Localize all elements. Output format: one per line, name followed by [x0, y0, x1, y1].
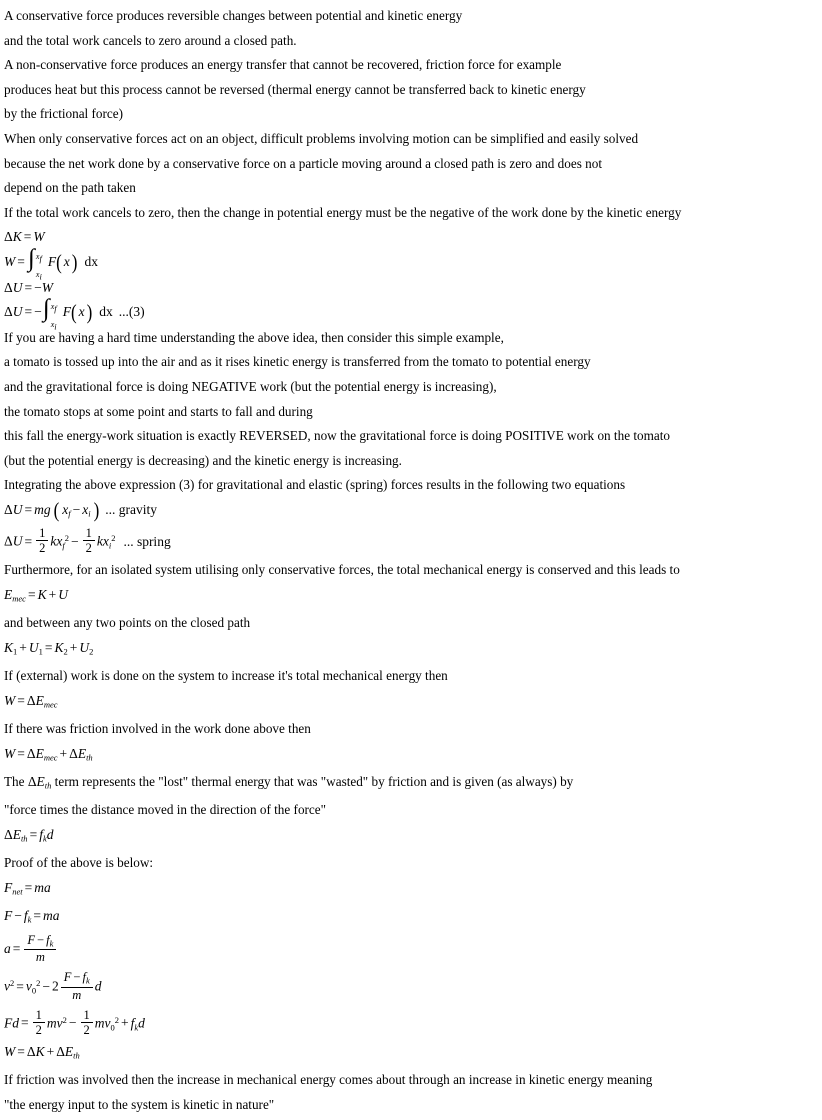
delta-symbol: Δ — [26, 745, 36, 761]
paragraph-line: this fall the energy-work situation is exactly REVERSED, now the gravitational force is doing POSITIVE work on the tomato — [4, 428, 670, 444]
f-friction-symbol: f — [23, 907, 28, 923]
left-paren: ( — [53, 498, 60, 523]
e-symbol: E — [4, 586, 13, 602]
equals-symbol: = — [12, 941, 21, 957]
equation-work-energy-expansion — [4, 1008, 822, 1040]
a-symbol: a — [4, 941, 11, 957]
equals-symbol: = — [16, 978, 24, 994]
a-symbol: a — [52, 907, 60, 923]
e-symbol: E — [77, 745, 87, 761]
paragraph-line: and the gravitational force is doing NEGATIVE work (but the potential energy is increasing), — [4, 378, 497, 394]
u-symbol: U — [28, 639, 39, 655]
f-symbol: F — [4, 879, 13, 895]
subscript-i: i — [108, 540, 112, 551]
plus-symbol: + — [69, 639, 78, 655]
d-symbol: d — [12, 1015, 19, 1031]
e-symbol: E — [12, 826, 21, 842]
coefficient-2: 2 — [52, 978, 59, 994]
e-symbol: E — [35, 692, 44, 708]
minus-symbol: − — [68, 1015, 77, 1031]
equals-symbol: = — [27, 586, 36, 602]
f-friction-symbol: f — [39, 826, 43, 842]
delta-symbol: Δ — [4, 229, 13, 245]
w-symbol: W — [4, 745, 16, 761]
equation-tag: ...(3) — [118, 304, 145, 320]
plus-symbol: + — [59, 745, 68, 761]
equation-delta-u-equals-minus-w — [4, 276, 822, 301]
e-symbol: E — [64, 1043, 74, 1059]
plus-symbol: + — [46, 1043, 55, 1059]
paragraph-line: a tomato is tossed up into the air and as it rises kinetic energy is transferred from the tomato to potential energy — [4, 354, 591, 370]
k-symbol: K — [54, 639, 64, 655]
paragraph-line: If friction was involved then the increase in mechanical energy comes about through an increase in kinetic energy meaning — [4, 1071, 653, 1087]
m-symbol: m — [43, 907, 53, 923]
minus-symbol: − — [70, 533, 79, 549]
equals-symbol: = — [17, 745, 25, 761]
equation-gravitational-potential — [4, 498, 822, 526]
u-symbol: U — [12, 304, 23, 320]
fraction-one-half: $\frac{1}{2}$ — [33, 1008, 45, 1037]
delta-symbol: Δ — [26, 692, 36, 708]
u-symbol: U — [12, 501, 23, 517]
equation-kinematic-velocity — [4, 966, 822, 1007]
m-symbol: m — [34, 501, 44, 517]
spring-note: ... spring — [123, 533, 171, 549]
w-symbol: W — [41, 279, 53, 295]
x-symbol: x — [102, 533, 109, 549]
m-symbol: m — [46, 1015, 57, 1031]
paragraph-line: If there was friction involved in the work done above then — [4, 720, 311, 736]
equation-work-integral — [4, 244, 822, 282]
equals-symbol: = — [21, 1015, 29, 1031]
integral-with-limits — [42, 295, 58, 332]
subscript-2: 2 — [63, 646, 68, 657]
d-symbol: d — [138, 1015, 145, 1031]
superscript-2: 2 — [10, 978, 15, 989]
k-symbol: K — [35, 1043, 45, 1059]
u-symbol: U — [12, 279, 23, 295]
minus-symbol: − — [42, 978, 50, 994]
w-symbol: W — [4, 692, 16, 708]
equals-symbol: = — [24, 879, 33, 895]
u-symbol: U — [58, 586, 68, 602]
dx-differential: dx — [84, 253, 98, 269]
paragraph-line: When only conservative forces act on an object, difficult problems involving motion can be simplified and easily solved — [4, 130, 639, 146]
superscript-2: 2 — [114, 1014, 119, 1025]
paragraph-line: "force times the distance moved in the direction of the force" — [4, 802, 327, 818]
subscript-k: k — [134, 1022, 139, 1033]
paragraph-line: Integrating the above expression (3) for gravitational and elastic (spring) forces results in the following two equations — [4, 477, 626, 493]
subscript-net: net — [12, 886, 23, 897]
dx-differential: dx — [99, 304, 113, 320]
subscript-th: th — [20, 833, 28, 844]
paragraph-line: the tomato stops at some point and starts to fall and during — [4, 403, 313, 419]
equals-symbol: = — [29, 826, 38, 842]
subscript-k: k — [27, 914, 32, 925]
right-paren: ) — [86, 300, 93, 325]
fraction-force-over-mass: $\frac{F - f_k}{m}$ — [61, 970, 93, 1001]
k-symbol: k — [96, 533, 103, 549]
left-paren: ( — [56, 250, 62, 275]
left-paren: ( — [70, 300, 77, 325]
equals-symbol: = — [17, 692, 25, 708]
equation-energy-conservation-two-points — [4, 636, 822, 664]
equation-thermal-energy — [4, 823, 822, 851]
delta-symbol: Δ — [69, 745, 78, 761]
k-symbol: K — [12, 229, 22, 245]
integral-upper-limit: xf — [50, 302, 57, 314]
delta-symbol: Δ — [4, 279, 13, 295]
paragraph-line: Proof of the above is below: — [4, 855, 154, 871]
superscript-2: 2 — [64, 533, 69, 544]
x-symbol: x — [63, 253, 70, 269]
minus-symbol: − — [72, 501, 81, 517]
plus-symbol: + — [48, 586, 57, 602]
paragraph-line-with-inline-math — [4, 770, 822, 798]
right-paren: ) — [93, 498, 100, 523]
text-fragment: The — [4, 773, 28, 789]
k-symbol: K — [4, 639, 14, 655]
v-symbol: v — [25, 978, 32, 994]
d-symbol: d — [46, 826, 54, 842]
inline-delta-e-th: $\Delta E_{th}$ — [27, 773, 52, 791]
text-fragment: term represents the "lost" thermal energy that was "wasted" by friction and is given (as always) by — [51, 773, 574, 789]
paragraph-line: depend on the path taken — [4, 180, 136, 196]
integral-lower-limit: xi — [50, 320, 57, 332]
integral-icon: ∫ — [27, 244, 35, 272]
paragraph-line: A conservative force produces reversible changes between potential and kinetic energy — [4, 8, 463, 23]
delta-symbol: Δ — [26, 1043, 36, 1059]
x-symbol: x — [78, 304, 85, 320]
equals-symbol: = — [17, 1043, 25, 1059]
equals-symbol: = — [24, 304, 33, 320]
equals-symbol: = — [23, 229, 32, 245]
equals-symbol: = — [24, 279, 33, 295]
paragraph-line: Furthermore, for an isolated system utilising only conservative forces, the total mechanical energy is conserved and this leads to — [4, 562, 680, 578]
x-symbol: x — [62, 501, 69, 517]
paragraph-line: by the frictional force) — [4, 106, 123, 122]
d-symbol: d — [94, 978, 102, 994]
f-symbol: F — [62, 304, 71, 320]
subscript-0: 0 — [110, 1022, 115, 1033]
equals-symbol: = — [17, 253, 25, 269]
a-symbol: a — [44, 879, 51, 895]
k-symbol: K — [37, 586, 47, 602]
subscript-1: 1 — [38, 646, 43, 657]
paragraph-line: (but the potential energy is decreasing) and the kinetic energy is increasing. — [4, 452, 402, 468]
w-symbol: W — [4, 1043, 16, 1059]
delta-symbol: Δ — [4, 304, 13, 320]
g-symbol: g — [43, 501, 51, 517]
subscript-mec: mec — [43, 699, 58, 710]
v-symbol: v — [4, 978, 10, 994]
equation-delta-k-equals-w — [4, 225, 822, 250]
subscript-2: 2 — [89, 646, 94, 657]
paragraph-line: A non-conservative force produces an energy transfer that cannot be recovered, friction force for example — [4, 57, 562, 73]
paragraph-line: and the total work cancels to zero around a closed path. — [4, 32, 297, 48]
paragraph-line: If (external) work is done on the system to increase it's total mechanical energy then — [4, 668, 448, 684]
w-symbol: W — [4, 253, 16, 269]
equation-work-equals-delta-emec — [4, 689, 822, 717]
delta-symbol: Δ — [56, 1043, 65, 1059]
x-symbol: x — [82, 501, 89, 517]
subscript-0: 0 — [31, 985, 37, 996]
equation-delta-u-integral — [4, 295, 822, 332]
equation-work-with-thermal — [4, 742, 822, 770]
equation-acceleration — [4, 932, 822, 966]
integral-upper-limit: xf — [35, 251, 42, 264]
f-friction-symbol: f — [130, 1015, 135, 1031]
x-symbol: x — [56, 533, 63, 549]
subscript-1: 1 — [13, 646, 18, 657]
integral-lower-limit: xi — [35, 269, 42, 282]
paragraph-line: produces heat but this process cannot be reversed (thermal energy cannot be transferred back to kinetic energy — [4, 81, 586, 97]
superscript-2: 2 — [62, 1014, 67, 1025]
minus-symbol: − — [34, 279, 42, 295]
paragraph-line: and between any two points on the closed path — [4, 615, 251, 631]
equation-spring-potential — [4, 526, 822, 558]
f-symbol: F — [4, 907, 13, 923]
v-symbol: v — [56, 1015, 63, 1031]
equation-newton-second-law — [4, 876, 822, 904]
u-symbol: U — [79, 639, 90, 655]
equals-symbol: = — [24, 501, 33, 517]
f-symbol: F — [4, 1015, 13, 1031]
e-symbol: E — [35, 745, 44, 761]
u-symbol: U — [12, 533, 23, 549]
fraction-one-half: $\frac{1}{2}$ — [36, 526, 48, 555]
superscript-2: 2 — [36, 978, 41, 989]
equation-mechanical-energy — [4, 583, 822, 611]
f-symbol: F — [47, 253, 57, 269]
subscript-th: th — [73, 1050, 80, 1061]
paragraph-line: because the net work done by a conservative force on a particle moving around a closed path is zero and does not — [4, 155, 602, 171]
minus-symbol: − — [14, 907, 22, 923]
equation-force-minus-friction — [4, 904, 822, 932]
paragraph-line: "the energy input to the system is kinetic in nature" — [4, 1096, 275, 1112]
subscript-i: i — [88, 508, 91, 519]
plus-symbol: + — [121, 1015, 129, 1031]
fraction-one-half: $\frac{1}{2}$ — [81, 1008, 93, 1037]
integral-with-limits — [27, 244, 43, 282]
v-symbol: v — [104, 1015, 111, 1031]
equals-symbol: = — [44, 639, 53, 655]
right-paren: ) — [71, 250, 78, 275]
integral-icon: ∫ — [42, 295, 50, 323]
minus-symbol: − — [34, 304, 42, 320]
paragraph-line: If the total work cancels to zero, then the change in potential energy must be the negative of the work done by the kinetic energy — [4, 204, 682, 220]
equals-symbol: = — [33, 907, 42, 923]
gravity-note: ... gravity — [105, 501, 158, 517]
fraction-one-half: $\frac{1}{2}$ — [83, 526, 95, 555]
equals-symbol: = — [24, 533, 33, 549]
subscript-k: k — [42, 833, 47, 844]
subscript-mec: mec — [43, 752, 58, 763]
fraction-force-over-mass: $\frac{F - f_k}{m}$ — [24, 933, 56, 964]
delta-symbol: Δ — [4, 826, 13, 842]
paragraph-line: If you are having a hard time understanding the above idea, then consider this simple example, — [4, 329, 504, 345]
delta-symbol: Δ — [4, 501, 13, 517]
equation-work-delta-k-plus-thermal — [4, 1040, 822, 1068]
m-symbol: m — [34, 879, 45, 895]
plus-symbol: + — [19, 639, 27, 655]
subscript-th: th — [86, 752, 93, 763]
m-symbol: m — [94, 1015, 105, 1031]
subscript-f: f — [68, 508, 71, 519]
k-symbol: k — [50, 533, 57, 549]
w-symbol: W — [33, 229, 45, 245]
superscript-2: 2 — [111, 533, 116, 544]
delta-symbol: Δ — [4, 533, 13, 549]
subscript-mec: mec — [12, 593, 26, 604]
subscript-f: f — [62, 540, 65, 551]
